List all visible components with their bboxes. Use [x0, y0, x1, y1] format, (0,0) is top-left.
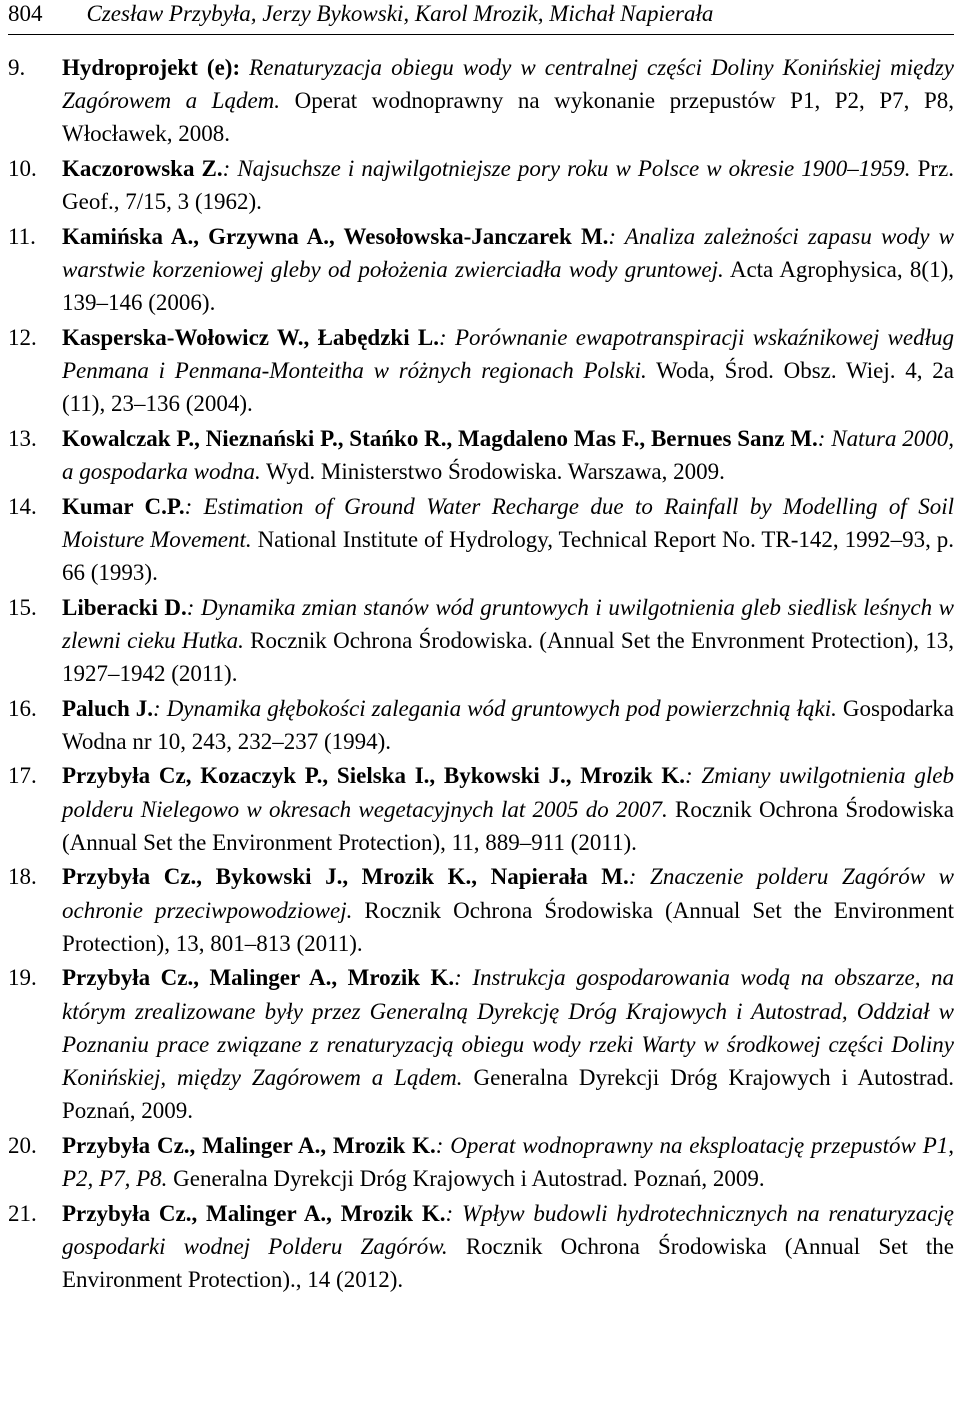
reference-title: : Znaczenie polderu Zagórów w ochronie przeciwpowodziowej.	[62, 864, 955, 923]
reference-title: : Porównanie ewapotranspiracji wskaźnikowej według Penmana i Penmana-Monteitha w różnych regionach Polski.	[62, 324, 954, 383]
reference-title: Renaturyzacja obiegu wody w centralnej części Doliny Konińskiej między Zagórowem a Lądem.	[62, 55, 954, 114]
reference-number: 14.	[8, 493, 37, 519]
page-header	[8, 0, 954, 28]
reference-authors: Hydroprojekt (e):	[62, 55, 241, 80]
reference-source: Rocznik Ochrona Środowiska (Annual Set the Environment Protection), 13, 801–813 (2011).	[62, 897, 955, 956]
reference-title: : Estimation of Ground Water Recharge due to Rainfall by Modelling of Soil Moisture Movement.	[62, 493, 955, 552]
reference-source: Acta Agrophysica, 8(1), 139–146 (2006).	[62, 257, 954, 316]
reference-title: : Operat wodnoprawny na eksploatację przepustów P1, P2, P7, P8.	[62, 1132, 954, 1191]
reference-authors: Paluch J.	[62, 695, 154, 721]
reference-title: : Dynamika zmian stanów wód gruntowych i uwilgotnienia gleb siedlisk leśnych w zlewni cieku Hutka.	[62, 594, 954, 653]
reference-title: : Wpływ budowli hydrotechnicznych na renaturyzację gospodarki wodnej Polderu Zagórów.	[62, 1200, 955, 1259]
reference-number: 9.	[8, 55, 26, 80]
reference-authors: Przybyła Cz, Kozaczyk P., Sielska I., Bykowski J., Mrozik K.	[62, 763, 686, 789]
reference-authors: Przybyła Cz., Bykowski J., Mrozik K., Napierała M.	[62, 864, 629, 890]
reference-number: 21.	[8, 1200, 37, 1226]
reference-item	[8, 591, 954, 691]
reference-item	[8, 51, 954, 151]
reference-number: 10.	[8, 156, 37, 181]
reference-source: Rocznik Ochrona Środowiska (Annual Set the Environment Protection)., 14 (2012).	[62, 1233, 954, 1292]
header-rule	[8, 34, 954, 35]
reference-item	[8, 692, 954, 758]
reference-authors: Przybyła Cz., Malinger A., Mrozik K.	[62, 1200, 446, 1226]
reference-authors: Liberacki D.	[62, 594, 187, 620]
reference-item	[8, 152, 954, 218]
reference-item	[8, 1129, 954, 1195]
reference-authors: Kowalczak P., Nieznański P., Stańko R., Magdaleno Mas F., Bernues Sanz M.	[62, 425, 818, 451]
reference-number: 18.	[8, 864, 37, 890]
reference-source: Wyd. Ministerstwo Środowiska. Warszawa, 2009.	[260, 459, 725, 484]
reference-number: 16.	[8, 695, 37, 721]
reference-item	[8, 490, 954, 590]
reference-source: Gospodarka Wodna nr 10, 243, 232–237 (1994).	[62, 695, 954, 754]
reference-number: 12.	[8, 324, 37, 350]
reference-authors: Przybyła Cz., Malinger A., Mrozik K.	[62, 1132, 436, 1158]
reference-source: National Institute of Hydrology, Technical Report No. TR-142, 1992–93, p. 66 (1993).	[62, 526, 954, 585]
reference-authors: Kaczorowska Z.	[62, 156, 223, 181]
reference-source: Generalna Dyrekcji Dróg Krajowych i Autostrad. Poznań, 2009.	[62, 1065, 954, 1124]
reference-source: Operat wodnoprawny na wykonanie przepustów P1, P2, P7, P8, Włocławek, 2008.	[62, 88, 954, 147]
reference-number: 11.	[8, 223, 36, 249]
reference-authors: Przybyła Cz., Malinger A., Mrozik K.	[62, 965, 455, 991]
reference-title: : Zmiany uwilgotnienia gleb polderu Nielegowo w okresach wegetacyjnych lat 2005 do 2007.	[62, 763, 954, 822]
reference-number: 17.	[8, 763, 37, 789]
reference-number: 15.	[8, 594, 37, 620]
reference-authors: Kasperska-Wołowicz W., Łabędzki L.	[62, 324, 440, 350]
reference-item	[8, 220, 954, 320]
reference-title: : Natura 2000, a gospodarka wodna.	[62, 425, 954, 484]
reference-list	[8, 51, 954, 1298]
reference-number: 19.	[8, 965, 37, 991]
reference-title: : Instrukcja gospodarowania wodą na obszarze, na którym zrealizowane były przez Generalną Dyrekcję Dróg Krajowych i Autostrad, Oddział w Poznaniu prace związane z renaturyzacją obiegu wody rzeki Warty w środkowej części Doliny Konińskiej, między Zagórowem a Lądem.	[62, 965, 954, 1090]
reference-item	[8, 759, 954, 859]
reference-item	[8, 422, 954, 488]
running-title: Czesław Przybyła, Jerzy Bykowski, Karol Mrozik, Michał Napierała	[86, 1, 714, 26]
reference-authors: Kumar C.P.	[62, 493, 185, 519]
reference-title: : Dynamika głębokości zalegania wód gruntowych pod powierzchnią łąki.	[153, 695, 837, 721]
reference-item	[8, 961, 954, 1127]
reference-item	[8, 321, 954, 421]
reference-title: : Analiza zależności zapasu wody w warstwie korzeniowej gleby od położenia zwierciadła wody gruntowej.	[62, 223, 954, 282]
reference-item	[8, 1197, 954, 1297]
reference-source: Prz. Geof., 7/15, 3 (1962).	[62, 156, 954, 215]
reference-number: 20.	[8, 1132, 37, 1158]
reference-source: Woda, Środ. Obsz. Wiej. 4, 2a (11), 23–136 (2004).	[62, 358, 955, 417]
reference-number: 13.	[8, 425, 37, 451]
reference-source: Generalna Dyrekcji Dróg Krajowych i Autostrad. Poznań, 2009.	[167, 1166, 765, 1191]
reference-authors: Kamińska A., Grzywna A., Wesołowska-Janczarek M.	[62, 223, 609, 249]
reference-item	[8, 860, 954, 960]
reference-title: : Najsuchsze i najwilgotniejsze pory roku w Polsce w okresie 1900–1959.	[222, 156, 911, 181]
reference-source: Rocznik Ochrona Środowiska. (Annual Set the Envronment Protection), 13, 1927–1942 (2011).	[62, 627, 954, 686]
page-number: 804	[8, 1, 43, 26]
reference-source: Rocznik Ochrona Środowiska (Annual Set the Environment Protection), 11, 889–911 (2011).	[62, 796, 954, 855]
